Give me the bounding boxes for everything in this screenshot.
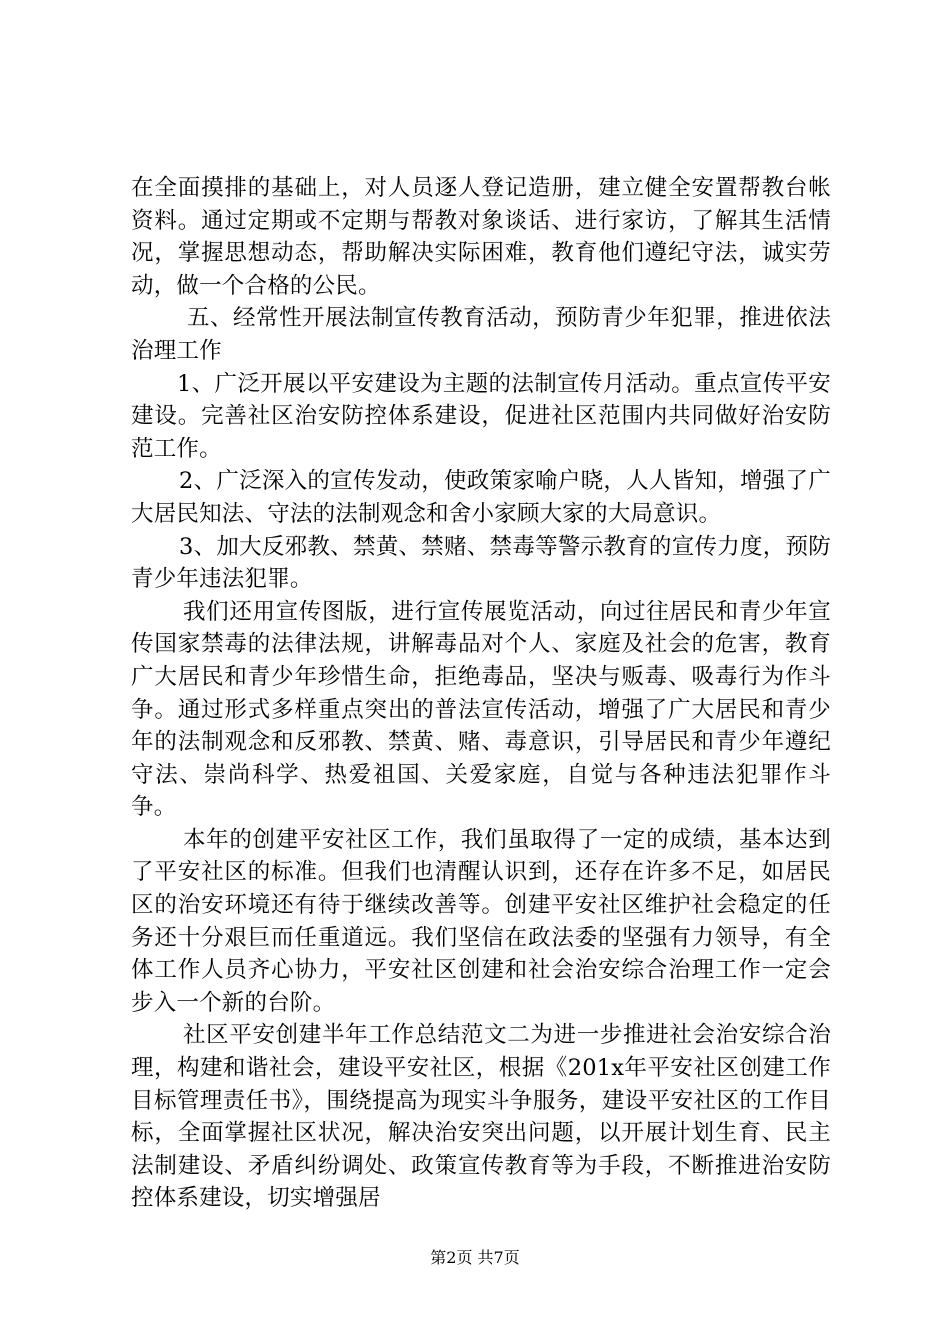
paragraph-item-2: 2、广泛深入的宣传发动，使政策家喻户晓，人人皆知，增强了广大居民知法、守法的法制观念和舍小家顾大家的大局意识。 <box>131 468 831 527</box>
paragraph-summary: 本年的创建平安社区工作，我们虽取得了一定的成绩，基本达到了平安社区的标准。但我们也清醒认识到，还存在许多不足，如居民区的治安环境还有待于继续改善等。创建平安社区维护社会稳定的任务还十分艰巨而任重道远。我们坚信在政法委的坚强有力领导，有全体工作人员齐心协力，平安社区创建和社会治安综合治理工作一定会步入一个新的台阶。 <box>131 826 831 1016</box>
paragraph-item-1: 1、广泛开展以平安建设为主题的法制宣传月活动。重点宣传平安建设。完善社区治安防控体系建设，促进社区范围内共同做好治安防范工作。 <box>131 370 831 462</box>
paragraph-1: 在全面摸排的基础上，对人员逐人登记造册，建立健全安置帮教台帐资料。通过定期或不定期与帮教对象谈话、进行家访，了解其生活情况，掌握思想动态，帮助解决实际困难，教育他们遵纪守法，诚实劳动，做一个合格的公民。 <box>131 175 831 299</box>
paragraph-item-3: 3、加大反邪教、禁黄、禁赌、禁毒等警示教育的宣传力度，预防青少年违法犯罪。 <box>131 533 831 593</box>
document-body <box>131 172 831 1215</box>
paragraph-section-heading: 五、经常性开展法制宣传教育活动，预防青少年犯罪，推进依法治理工作 <box>131 305 831 364</box>
paragraph-propaganda: 我们还用宣传图版，进行宣传展览活动，向过往居民和青少年宣传国家禁毒的法律法规，讲解毒品对个人、家庭及社会的危害，教育广大居民和青少年珍惜生命，拒绝毒品，坚决与贩毒、吸毒行为作斗争。通过形式多样重点突出的普法宣传活动，增强了广大居民和青少年的法制观念和反邪教、禁黄、赌、毒意识，引导居民和青少年遵纪守法、崇尚科学、热爱祖国、关爱家庭，自觉与各种违法犯罪作斗争。 <box>131 598 831 821</box>
page-number-footer: 第2页 共7页 <box>430 1248 520 1267</box>
paragraph-sample-two: 社区平安创建半年工作总结范文二为进一步推进社会治安综合治理，构建和谐社会，建设平安社区，根据《201x年平安社区创建工作目标管理责任书》，围绕提高为现实斗争服务，建设平安社区的工作目标，全面掌握社区状况，解决治安突出问题，以开展计划生育、民主法制建设、矛盾纠纷调处、政策宣传教育等为手段，不断推进治安防控体系建设，切实增强居 <box>131 1022 831 1212</box>
